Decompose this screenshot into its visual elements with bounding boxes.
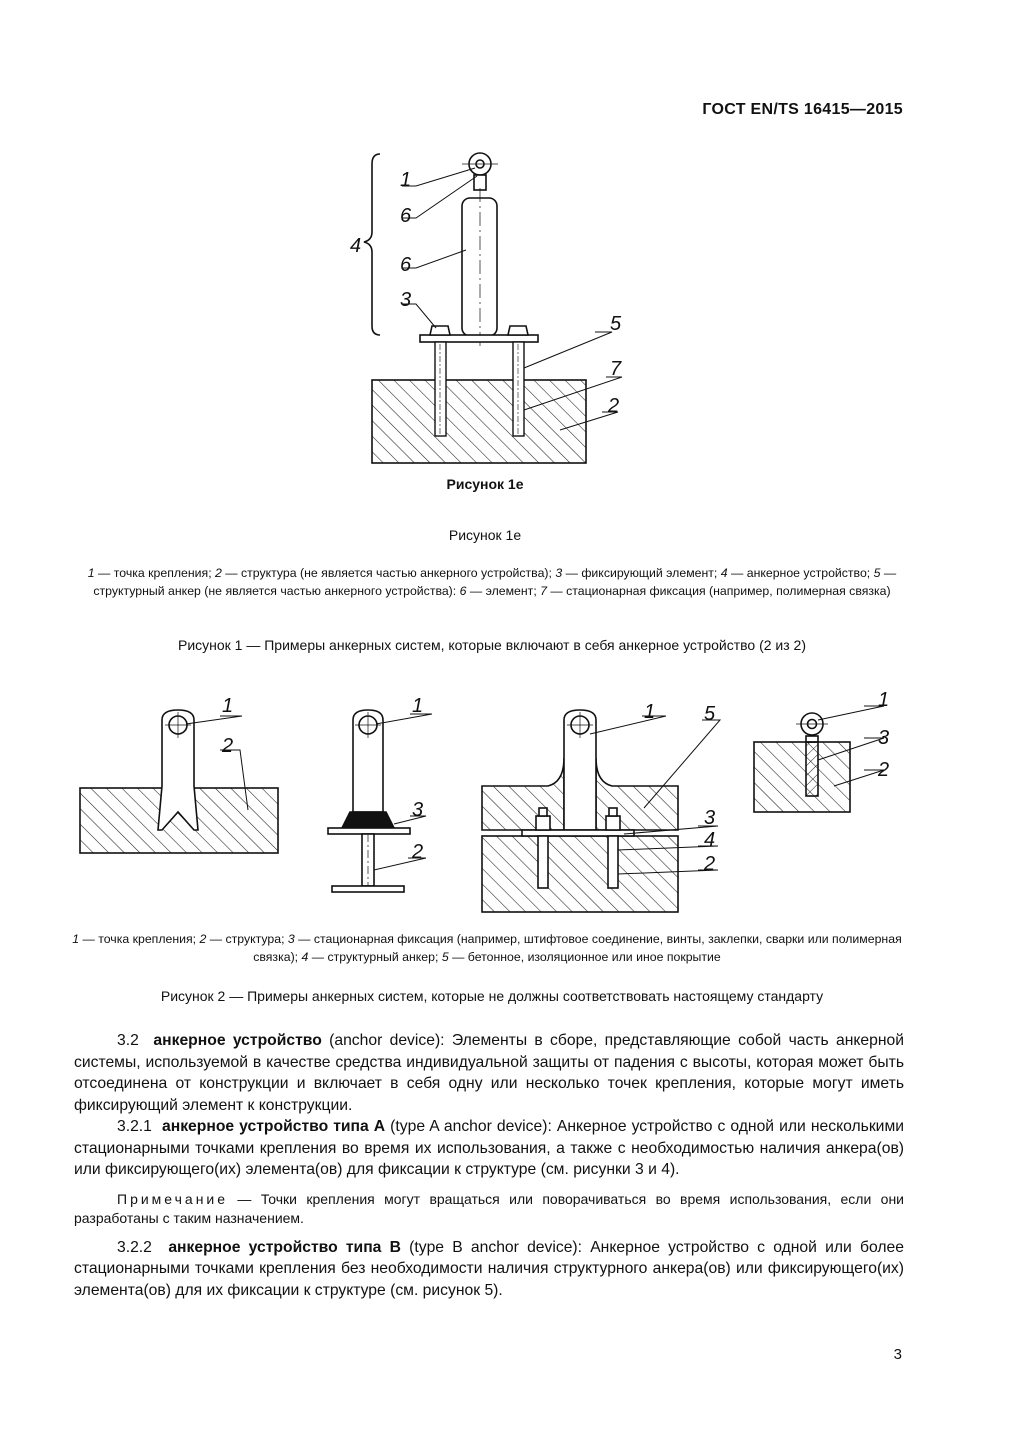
figure-2-caption: Рисунок 2 — Примеры анкерных систем, которые не должны соответствовать настоящему стандарту bbox=[160, 988, 824, 1004]
fig2c-label-5: 5 bbox=[704, 703, 716, 725]
figure-2a bbox=[80, 710, 278, 853]
figure-1e-drawing bbox=[340, 140, 660, 470]
fig2d-label-2: 2 bbox=[878, 759, 890, 781]
fig2c-label-1: 1 bbox=[644, 701, 656, 723]
label-6: 6 bbox=[400, 205, 412, 227]
figure-1e-caption: Рисунок 1е bbox=[448, 527, 522, 543]
figure-1-caption: Рисунок 1 — Примеры анкерных систем, которые включают в себя анкерное устройство (2 из 2) bbox=[177, 637, 806, 653]
bracket-4 bbox=[364, 154, 380, 335]
figure-1e-legend: 1 — точка крепления; 2 — структура (не является частью анкерного устройства); 3 — фиксирующий элемент; 4 — анкерное устройство; 5 — структурный анкер (не является частью анкерного устройства): 6 — элемент; 7 — стационарная фиксация (например, полимерная связка) bbox=[87, 566, 897, 598]
page-number: 3 bbox=[893, 1346, 902, 1363]
section-3-2-2: 3.2.2 анкерное устройство типа В (type B anchor device): Анкерное устройство с одной или более стационарными точками крепления без необходимости наличия структурного анкера(ов) или фиксирующего(их) элемента(ов) для их фиксации к структуре (см. рисунок 5). bbox=[74, 1238, 904, 1299]
figure-2-drawing bbox=[70, 690, 910, 920]
standard-number: ГОСТ EN/TS 16415—2015 bbox=[702, 101, 903, 118]
fig2b-label-3: 3 bbox=[412, 799, 424, 821]
label-7: 7 bbox=[610, 358, 622, 380]
note: Примечание — Точки крепления могут вращаться или поворачиваться во время использования, если они разработаны с таким назначением. bbox=[74, 1190, 904, 1226]
section-3-2-1: 3.2.1 анкерное устройство типа А (type A anchor device): Анкерное устройство с одной или несколькими стационарными точками крепления во время их использования, а также с необходимостью наличия анкера(ов) или фиксирующего(их) элемента(ов) для фиксации к структуре (см. рисунки 3 и 4). bbox=[74, 1118, 904, 1178]
label-2: 2 bbox=[608, 395, 620, 417]
fig2b-label-1: 1 bbox=[412, 695, 424, 717]
fig2a-label-1: 1 bbox=[222, 695, 234, 717]
figure-2-legend: 1 — точка крепления; 2 — структура; 3 — стационарная фиксация (например, штифтовое соединение, винты, заклепки, сварки или полимерная связка); 4 — структурный анкер; 5 — бетонное, изоляционное или иное покрытие bbox=[72, 932, 902, 964]
section-3-2: 3.2 анкерное устройство (anchor device): Элементы в сборе, представляющие собой часть анкерной системы, используемой в качестве средства индивидуальной защиты от падения с высоты, которая может быть отсоединена от конструкции и включает в себя одну или несколько точек крепления, которые могут иметь фиксирующий элемент к конструкции. bbox=[74, 1032, 905, 1114]
figure-1e-inline-title: Рисунок 1е bbox=[446, 476, 524, 492]
label-1: 1 bbox=[400, 169, 412, 191]
fig2a-label-2: 2 bbox=[222, 735, 234, 757]
fig2d-label-3: 3 bbox=[878, 727, 890, 749]
label-4: 4 bbox=[350, 235, 362, 257]
fig2c-label-4: 4 bbox=[704, 829, 716, 851]
fig2d-label-1: 1 bbox=[878, 689, 890, 711]
fig2c-label-2: 2 bbox=[704, 853, 716, 875]
fig2c-label-3: 3 bbox=[704, 807, 716, 829]
label-5: 5 bbox=[610, 313, 622, 335]
fig2b-label-2: 2 bbox=[412, 841, 424, 863]
figure-2c bbox=[482, 710, 720, 912]
figure-2d bbox=[754, 706, 884, 812]
label-6: 6 bbox=[400, 254, 412, 276]
label-3: 3 bbox=[400, 289, 412, 311]
definitions-text bbox=[74, 1030, 904, 1301]
